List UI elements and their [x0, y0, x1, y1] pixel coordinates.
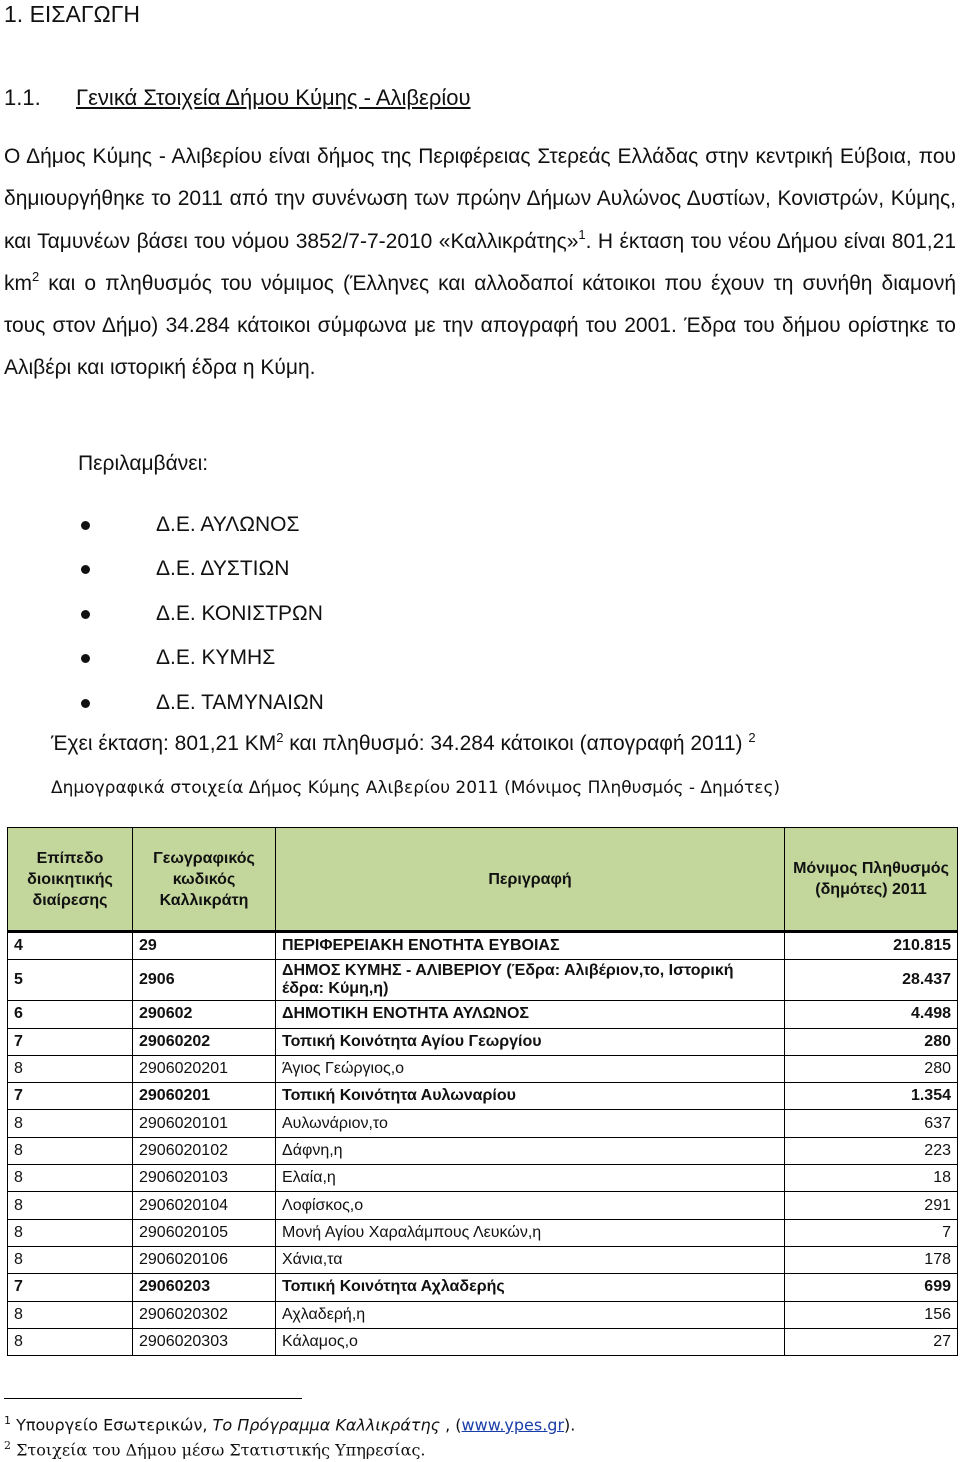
cell-population: 4.498 — [785, 1001, 958, 1028]
cell-population: 291 — [785, 1192, 958, 1219]
cell-level: 6 — [8, 1001, 133, 1028]
footnote-1-link[interactable]: www.ypes.gr — [461, 1415, 565, 1435]
cell-population: 223 — [785, 1137, 958, 1164]
cell-level: 5 — [8, 960, 133, 1001]
footnote-1-end: ). — [564, 1415, 576, 1435]
cell-description: ΠΕΡΙΦΕΡΕΙΑΚΗ ΕΝΟΤΗΤΑ ΕΥΒΟΙΑΣ — [276, 932, 785, 960]
unit-label: Δ.Ε. ΚΟΝΙΣΤΡΩΝ — [156, 601, 323, 625]
table-row — [8, 1246, 958, 1273]
cell-level: 8 — [8, 1301, 133, 1328]
cell-code: 2906020101 — [133, 1110, 276, 1137]
header-description: Περιγραφή — [276, 828, 785, 932]
subsection-heading — [4, 84, 471, 112]
footnote-1-sep: , ( — [440, 1415, 462, 1435]
cell-code: 2906020105 — [133, 1219, 276, 1246]
area-part1: Έχει έκταση: 801,21 ΚΜ — [51, 732, 277, 755]
footnote-ref-1[interactable]: 1 — [578, 226, 586, 242]
bullet-icon — [81, 654, 90, 663]
cell-population: 280 — [785, 1028, 958, 1055]
bullet-icon — [81, 610, 90, 619]
cell-level: 4 — [8, 932, 133, 960]
table-row — [8, 1137, 958, 1164]
unit-label: Δ.Ε. ΤΑΜΥΝΑΙΩΝ — [156, 690, 324, 714]
section-heading: 1. ΕΙΣΑΓΩΓΗ — [4, 1, 141, 27]
table-row — [8, 1301, 958, 1328]
cell-description: Κάλαμος,ο — [276, 1328, 785, 1355]
cell-description: Άγιος Γεώργιος,ο — [276, 1055, 785, 1082]
unit-list-item — [0, 554, 324, 598]
cell-level: 8 — [8, 1110, 133, 1137]
cell-code: 2906020303 — [133, 1328, 276, 1355]
table-row — [8, 1219, 958, 1246]
table-row — [8, 1028, 958, 1055]
table-caption: Δημογραφικά στοιχεία Δήμος Κύμης Αλιβερίου 2011 (Μόνιμος Πληθυσμός - Δημότες) — [51, 778, 781, 798]
table-header-row — [8, 828, 958, 932]
cell-code: 2906020106 — [133, 1246, 276, 1273]
table-body — [8, 932, 958, 1356]
cell-code: 29060202 — [133, 1028, 276, 1055]
cell-population: 210.815 — [785, 932, 958, 960]
cell-level: 8 — [8, 1192, 133, 1219]
cell-description: Λοφίσκος,ο — [276, 1192, 785, 1219]
table-row — [8, 932, 958, 960]
cell-level: 7 — [8, 1083, 133, 1110]
demographics-table — [7, 827, 958, 1356]
table-row — [8, 1055, 958, 1082]
unit-list-item — [0, 688, 324, 732]
footnote-2-number: 2 — [4, 1439, 11, 1452]
footnote-1-text: Υπουργείο Εσωτερικών, — [16, 1415, 213, 1435]
cell-code: 29060201 — [133, 1083, 276, 1110]
unit-exponent: 2 — [32, 268, 40, 284]
footnote-ref-2[interactable]: 2 — [748, 730, 756, 745]
area-exponent: 2 — [276, 730, 284, 745]
bullet-icon — [81, 565, 90, 574]
cell-level: 8 — [8, 1165, 133, 1192]
para-part1: Ο Δήμος Κύμης - Αλιβερίου είναι δήμος της Περιφέρειας Στερεάς Ελλάδας στην κεντρική Εύβοια, που δημιουργήθηκε το 2011 από την συνένωση των πρώην Δήμων Αυλώνος Δυστίων, Κονιστρών, Κύμης, και Ταμυνέων βάσει του νόμου 3852/7-7-2010 «Καλλικράτης» — [4, 145, 956, 253]
cell-description: Αυλωνάριον,το — [276, 1110, 785, 1137]
cell-code: 2906020302 — [133, 1301, 276, 1328]
cell-population: 637 — [785, 1110, 958, 1137]
cell-description: Ελαία,η — [276, 1165, 785, 1192]
cell-description: ΔΗΜΟΤΙΚΗ ΕΝΟΤΗΤΑ ΑΥΛΩΝΟΣ — [276, 1001, 785, 1028]
cell-population: 699 — [785, 1274, 958, 1301]
cell-description: Μονή Αγίου Χαραλάμπους Λευκών,η — [276, 1219, 785, 1246]
unit-label: Δ.Ε. ΚΥΜΗΣ — [156, 646, 276, 670]
table-row — [8, 1165, 958, 1192]
cell-population: 156 — [785, 1301, 958, 1328]
header-population: Μόνιμος Πληθυσμός (δημότες) 2011 — [785, 828, 958, 932]
footnote-1-number: 1 — [4, 1414, 11, 1427]
cell-population: 18 — [785, 1165, 958, 1192]
unit-list-item — [0, 599, 324, 643]
footnote-1 — [4, 1410, 575, 1436]
unit-list-item — [0, 643, 324, 687]
cell-level: 8 — [8, 1055, 133, 1082]
cell-population: 27 — [785, 1328, 958, 1355]
header-code: Γεωγραφικός κωδικός Καλλικράτη — [133, 828, 276, 932]
footnote-2 — [4, 1435, 426, 1461]
includes-label: Περιλαμβάνει: — [78, 452, 209, 475]
subsection-title: Γενικά Στοιχεία Δήμου Κύμης - Αλιβερίου — [76, 85, 471, 110]
cell-population: 1.354 — [785, 1083, 958, 1110]
subsection-number: 1.1. — [4, 85, 41, 110]
cell-level: 8 — [8, 1246, 133, 1273]
header-level: Επίπεδο διοικητικής διαίρεσης — [8, 828, 133, 932]
cell-description: Αχλαδερή,η — [276, 1301, 785, 1328]
table-row — [8, 1192, 958, 1219]
cell-description: Τοπική Κοινότητα Αγίου Γεωργίου — [276, 1028, 785, 1055]
cell-description: ΔΗΜΟΣ ΚΥΜΗΣ - ΑΛΙΒΕΡΙΟΥ (Έδρα: Αλιβέριον,το, Ιστορική έδρα: Κύμη,η) — [276, 960, 785, 1001]
cell-description: Τοπική Κοινότητα Αχλαδερής — [276, 1274, 785, 1301]
footnote-1-italic: Το Πρόγραμμα Καλλικράτης — [212, 1415, 441, 1435]
cell-level: 8 — [8, 1137, 133, 1164]
cell-code: 290602 — [133, 1001, 276, 1028]
para-part3: και ο πληθυσμός του νόμιμος (Έλληνες και αλλοδαποί κάτοικοι που έχουν τη συνήθη διαμονή τους στον Δήμο) 34.284 κάτοικοι σύμφωνα με την απογραφή του 2001. Έδρα του δήμου ορίστηκε το Αλιβέρι και ιστορική έδρα η Κύμη. — [4, 271, 956, 380]
bullet-icon — [81, 521, 90, 530]
cell-population: 28.437 — [785, 960, 958, 1001]
para-part2: . Η έκταση του νέου Δήμου είναι 801,21 km — [4, 229, 957, 295]
cell-description: Τοπική Κοινότητα Αυλωναρίου — [276, 1083, 785, 1110]
cell-level: 8 — [8, 1219, 133, 1246]
cell-code: 2906 — [133, 960, 276, 1001]
footnote-separator — [4, 1398, 302, 1399]
cell-code: 2906020103 — [133, 1165, 276, 1192]
table-row — [8, 1328, 958, 1355]
table-row — [8, 1274, 958, 1301]
cell-level: 7 — [8, 1028, 133, 1055]
cell-code: 2906020104 — [133, 1192, 276, 1219]
area-part2: και πληθυσμό: 34.284 κάτοικοι (απογραφή 2011) — [283, 732, 749, 755]
table-row — [8, 960, 958, 1001]
area-line — [51, 730, 756, 758]
units-list — [0, 510, 324, 732]
cell-code: 29 — [133, 932, 276, 960]
unit-label: Δ.Ε. ΑΥΛΩΝΟΣ — [156, 513, 300, 536]
cell-population: 280 — [785, 1055, 958, 1082]
cell-population: 178 — [785, 1246, 958, 1273]
unit-list-item — [0, 510, 324, 554]
cell-population: 7 — [785, 1219, 958, 1246]
table-row — [8, 1001, 958, 1028]
unit-label: Δ.Ε. ΔΥΣΤΙΩΝ — [156, 557, 290, 581]
bullet-icon — [81, 699, 90, 708]
footnote-2-text: Στοιχεία του Δήμου μέσω Στατιστικής Υπηρεσίας. — [16, 1440, 426, 1460]
cell-code: 2906020201 — [133, 1055, 276, 1082]
cell-description: Δάφνη,η — [276, 1137, 785, 1164]
cell-code: 2906020102 — [133, 1137, 276, 1164]
table-row — [8, 1083, 958, 1110]
cell-level: 7 — [8, 1274, 133, 1301]
cell-level: 8 — [8, 1328, 133, 1355]
table-row — [8, 1110, 958, 1137]
cell-description: Χάνια,τα — [276, 1246, 785, 1273]
cell-code: 29060203 — [133, 1274, 276, 1301]
intro-paragraph — [4, 136, 956, 390]
